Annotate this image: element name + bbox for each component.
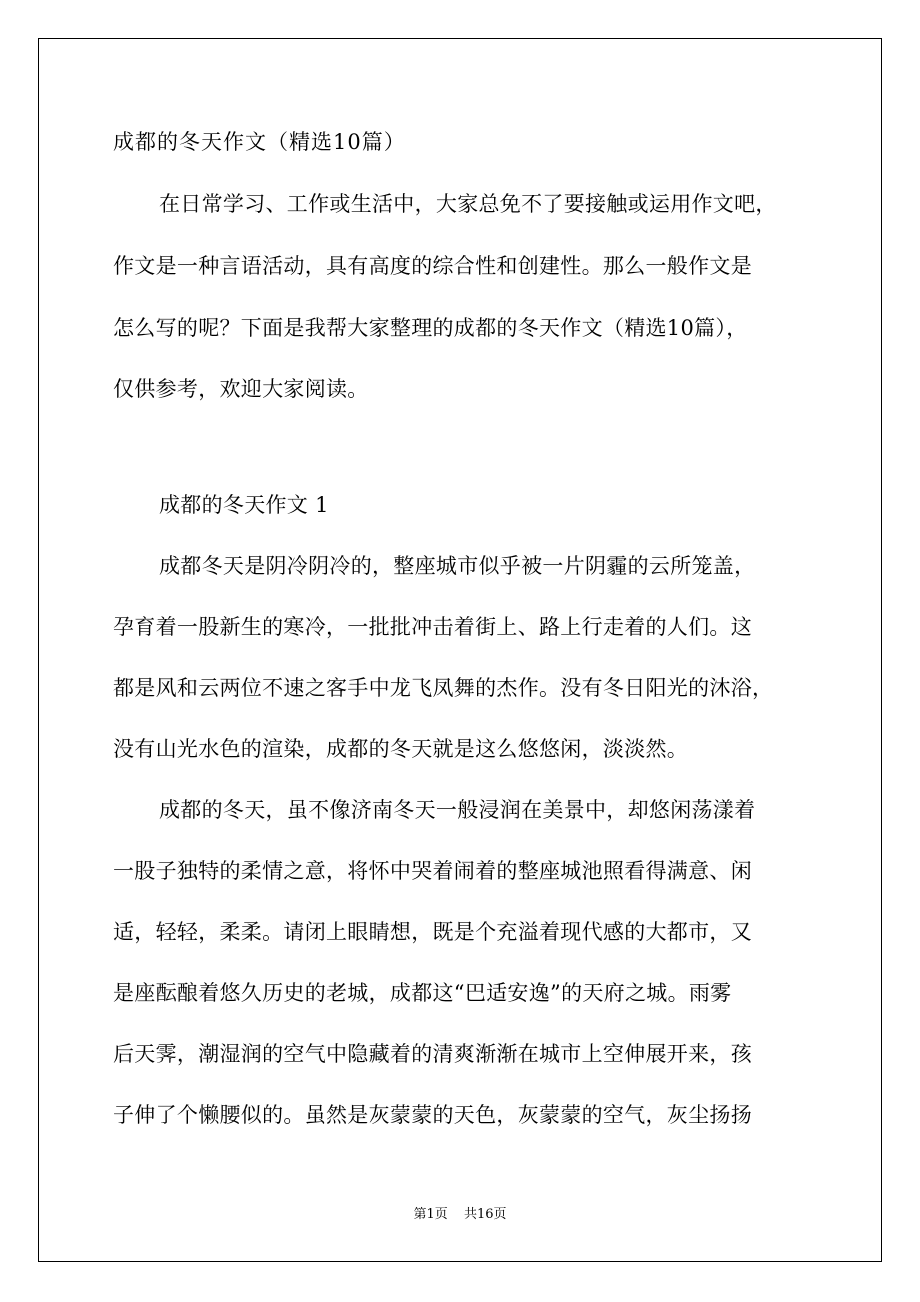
page-footer bbox=[0, 1207, 920, 1223]
paragraph-line: 没有山光水色的渲染，成都的冬天就是这么悠悠闲，淡淡然。 bbox=[113, 737, 689, 761]
section-heading: 成都的冬天作文 1 bbox=[159, 493, 329, 517]
intro-line: 仅供参考，欢迎大家阅读。 bbox=[113, 377, 369, 401]
intro-line: 怎么写的呢？下面是我帮大家整理的成都的冬天作文（精选10篇）， bbox=[113, 316, 748, 340]
document-title: 成都的冬天作文（精选10篇） bbox=[113, 130, 406, 154]
paragraph-line: 适，轻轻，柔柔。请闭上眼睛想，既是个充溢着现代感的大都市，又 bbox=[113, 920, 752, 944]
paragraph-line: 成都冬天是阴冷阴冷的，整座城市似乎被一片阴霾的云所笼盖， bbox=[159, 554, 756, 578]
paragraph-line: 成都的冬天，虽不像济南冬天一般浸润在美景中，却悠闲荡漾着 bbox=[159, 798, 756, 822]
paragraph-line: 后天霁，潮湿润的空气中隐藏着的清爽渐渐在城市上空伸展开来，孩 bbox=[113, 1042, 752, 1066]
intro-line: 在日常学习、工作或生活中，大家总免不了要接触或运用作文吧， bbox=[159, 192, 777, 216]
page-total: 共16页 bbox=[463, 1207, 507, 1222]
intro-line: 作文是一种言语活动，具有高度的综合性和创建性。那么一般作文是 bbox=[113, 254, 752, 278]
paragraph-line: 子伸了个懒腰似的。虽然是灰蒙蒙的天色，灰蒙蒙的空气，灰尘扬扬 bbox=[113, 1103, 752, 1127]
page-number: 第1页 bbox=[413, 1207, 448, 1222]
paragraph-line: 一股子独特的柔情之意，将怀中哭着闹着的整座城池照看得满意、闲 bbox=[113, 859, 752, 883]
paragraph-line: 都是风和云两位不速之客手中龙飞凤舞的杰作。没有冬日阳光的沐浴， bbox=[113, 676, 774, 700]
paragraph-line: 孕育着一股新生的寒冷，一批批冲击着街上、路上行走着的人们。这 bbox=[113, 615, 752, 639]
page-border bbox=[38, 38, 882, 1262]
paragraph-line: 是座酝酿着悠久历史的老城，成都这“巴适安逸”的天府之城。雨雾 bbox=[113, 981, 732, 1005]
